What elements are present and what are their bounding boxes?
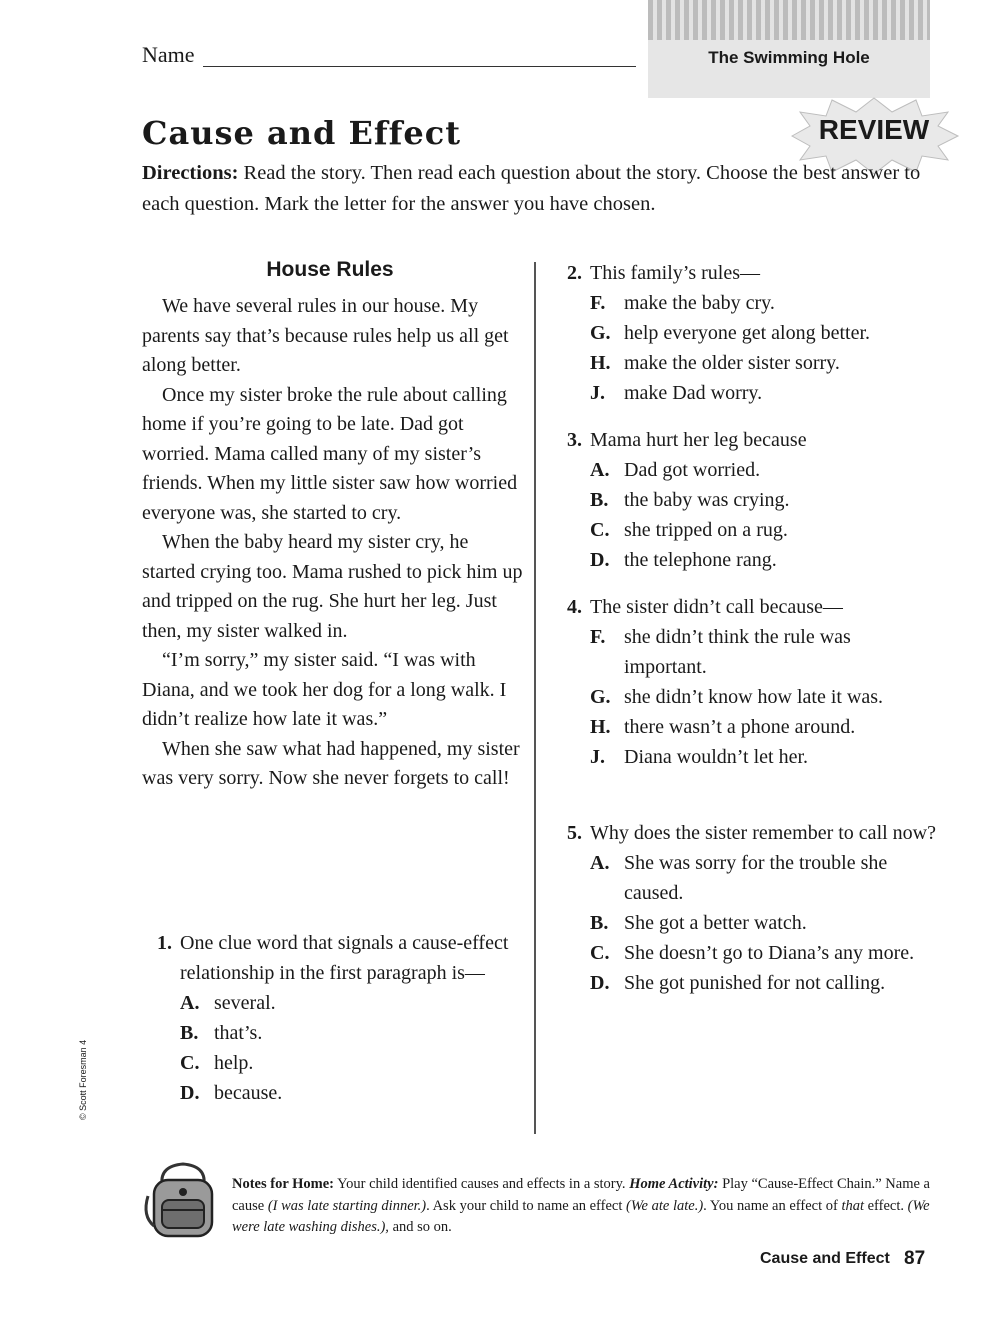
- answer-option[interactable]: [180, 1078, 526, 1108]
- answer-option[interactable]: [590, 682, 936, 712]
- question-number: 4.: [567, 596, 582, 618]
- question-number: 1.: [157, 932, 172, 954]
- question-number: 5.: [567, 822, 582, 844]
- option-text: she didn’t think the rule was important.: [624, 626, 851, 678]
- option-letter: A.: [590, 852, 610, 874]
- notes-text: Your child identified causes and effects in a story.: [334, 1176, 630, 1192]
- option-letter: F.: [590, 292, 606, 314]
- answer-option[interactable]: [590, 318, 936, 348]
- option-letter: C.: [590, 519, 610, 541]
- option-text: there wasn’t a phone around.: [624, 716, 856, 738]
- directions-text: Read the story. Then read each question about the story. Choose the best answer to each question. Mark the letter for the answer you have chosen.: [142, 162, 921, 215]
- option-text: Dad got worried.: [624, 459, 761, 481]
- option-letter: D.: [590, 549, 610, 571]
- copyright: © Scott Foresman 4: [78, 1039, 88, 1120]
- tab-stripes: [648, 0, 930, 40]
- option-text: make Dad worry.: [624, 382, 763, 404]
- option-letter: B.: [590, 489, 609, 511]
- option-letter: C.: [590, 942, 610, 964]
- page-title: Cause and Effect: [142, 114, 462, 152]
- tab-title: The Swimming Hole: [708, 48, 870, 67]
- option-text: She doesn’t go to Diana’s any more.: [624, 942, 915, 964]
- option-text: she tripped on a rug.: [624, 519, 788, 541]
- notes-example: (I was late starting dinner.): [267, 1197, 427, 1214]
- story-text: [142, 292, 524, 794]
- answer-option[interactable]: [590, 288, 936, 318]
- option-letter: F.: [590, 626, 606, 648]
- answer-option[interactable]: [180, 988, 526, 1018]
- question-stem: This family’s rules—: [590, 262, 760, 284]
- notes-text: and so on.: [388, 1219, 452, 1235]
- story-paragraph: When she saw what had happened, my sister was very sorry. Now she never forgets to call!: [142, 737, 520, 789]
- option-letter: J.: [590, 746, 605, 768]
- question-number: 3.: [567, 429, 582, 451]
- option-letter: H.: [590, 716, 611, 738]
- directions: [142, 158, 922, 220]
- option-letter: D.: [180, 1082, 200, 1104]
- notes-text: Play “Cause-Effect Chain.” Name a cause: [232, 1176, 930, 1214]
- answer-option[interactable]: [590, 545, 936, 575]
- name-label: Name: [142, 42, 195, 67]
- story-title: House Rules: [266, 258, 394, 281]
- option-text: several.: [214, 992, 276, 1014]
- name-line[interactable]: [203, 66, 636, 67]
- answer-option[interactable]: [590, 348, 936, 378]
- page-number: 87: [904, 1248, 926, 1269]
- option-text: Diana wouldn’t let her.: [624, 746, 809, 768]
- notes-text: . You name an effect of: [703, 1197, 842, 1214]
- option-text: make the baby cry.: [624, 292, 775, 314]
- question-stem: The sister didn’t call because—: [590, 596, 843, 618]
- option-text: help everyone get along better.: [624, 322, 871, 344]
- option-letter: J.: [590, 382, 605, 404]
- option-text: the baby was crying.: [624, 489, 790, 511]
- question-1: [146, 928, 526, 1108]
- story-paragraph: Once my sister broke the rule about calling home if you’re going to be late. Dad got worried. Mama called many of my sister’s friends. When my little sister saw how worried everyone was, she started to cry.: [142, 383, 518, 524]
- option-letter: C.: [180, 1052, 200, 1074]
- option-letter: B.: [180, 1022, 199, 1044]
- option-text: She got a better watch.: [624, 912, 807, 934]
- home-activity-label: Home Activity:: [629, 1176, 719, 1192]
- story-paragraph: We have several rules in our house. My parents say that’s because rules help us all get along better.: [142, 295, 509, 376]
- option-text: she didn’t know how late it was.: [624, 686, 884, 708]
- question-4: [556, 592, 936, 772]
- answer-option[interactable]: [590, 908, 936, 938]
- option-letter: D.: [590, 972, 610, 994]
- answer-option[interactable]: [590, 515, 936, 545]
- notes-label: Notes for Home:: [232, 1176, 335, 1192]
- notes-text: . Ask your child to name an effect: [426, 1197, 626, 1214]
- answer-option[interactable]: [590, 848, 936, 908]
- option-letter: G.: [590, 322, 611, 344]
- option-letter: H.: [590, 352, 611, 374]
- question-2: [556, 258, 936, 408]
- answer-option[interactable]: [590, 742, 936, 772]
- answer-option[interactable]: [590, 712, 936, 742]
- story-paragraph: “I’m sorry,” my sister said. “I was with Diana, and we took her dog for a long walk. I didn’t realize how late it was.”: [142, 649, 507, 730]
- option-text: that’s.: [214, 1022, 263, 1044]
- backpack-icon: [140, 1156, 226, 1242]
- option-text: She was sorry for the trouble she caused.: [624, 852, 888, 904]
- option-text: the telephone rang.: [624, 549, 777, 571]
- answer-option[interactable]: [590, 378, 936, 408]
- header-tab: [648, 0, 930, 98]
- directions-label: Directions:: [142, 162, 239, 184]
- answer-option[interactable]: [590, 622, 936, 682]
- question-stem: One clue word that signals a cause-effect relationship in the first paragraph is—: [180, 932, 509, 984]
- option-text: because.: [214, 1082, 283, 1104]
- option-letter: A.: [590, 459, 610, 481]
- answer-option[interactable]: [180, 1048, 526, 1078]
- option-text: She got punished for not calling.: [624, 972, 886, 994]
- notes-for-home: [232, 1174, 932, 1239]
- question-5: [556, 818, 936, 998]
- option-text: make the older sister sorry.: [624, 352, 840, 374]
- question-3: [556, 425, 936, 575]
- notes-emphasis: that: [841, 1197, 864, 1214]
- notes-text: effect.: [864, 1197, 908, 1214]
- answer-option[interactable]: [590, 485, 936, 515]
- option-letter: A.: [180, 992, 200, 1014]
- footer-label: Cause and Effect: [760, 1250, 890, 1267]
- option-letter: G.: [590, 686, 611, 708]
- option-letter: B.: [590, 912, 609, 934]
- answer-option[interactable]: [590, 455, 936, 485]
- notes-example: (We ate late.): [625, 1197, 704, 1214]
- answer-option[interactable]: [180, 1018, 526, 1048]
- question-stem: Why does the sister remember to call now?: [590, 822, 936, 844]
- story-paragraph: When the baby heard my sister cry, he started crying too. Mama rushed to pick him up and tripped on the rug. She hurt her leg. Just then, my sister walked in.: [142, 531, 523, 642]
- answer-option[interactable]: [590, 968, 936, 998]
- question-number: 2.: [567, 262, 582, 284]
- question-stem: Mama hurt her leg because: [590, 429, 807, 451]
- option-text: help.: [214, 1052, 254, 1074]
- notes-example: (We were late washing dishes.),: [232, 1197, 930, 1235]
- column-divider: [534, 262, 536, 1134]
- answer-option[interactable]: [590, 938, 936, 968]
- review-label: REVIEW: [818, 114, 930, 145]
